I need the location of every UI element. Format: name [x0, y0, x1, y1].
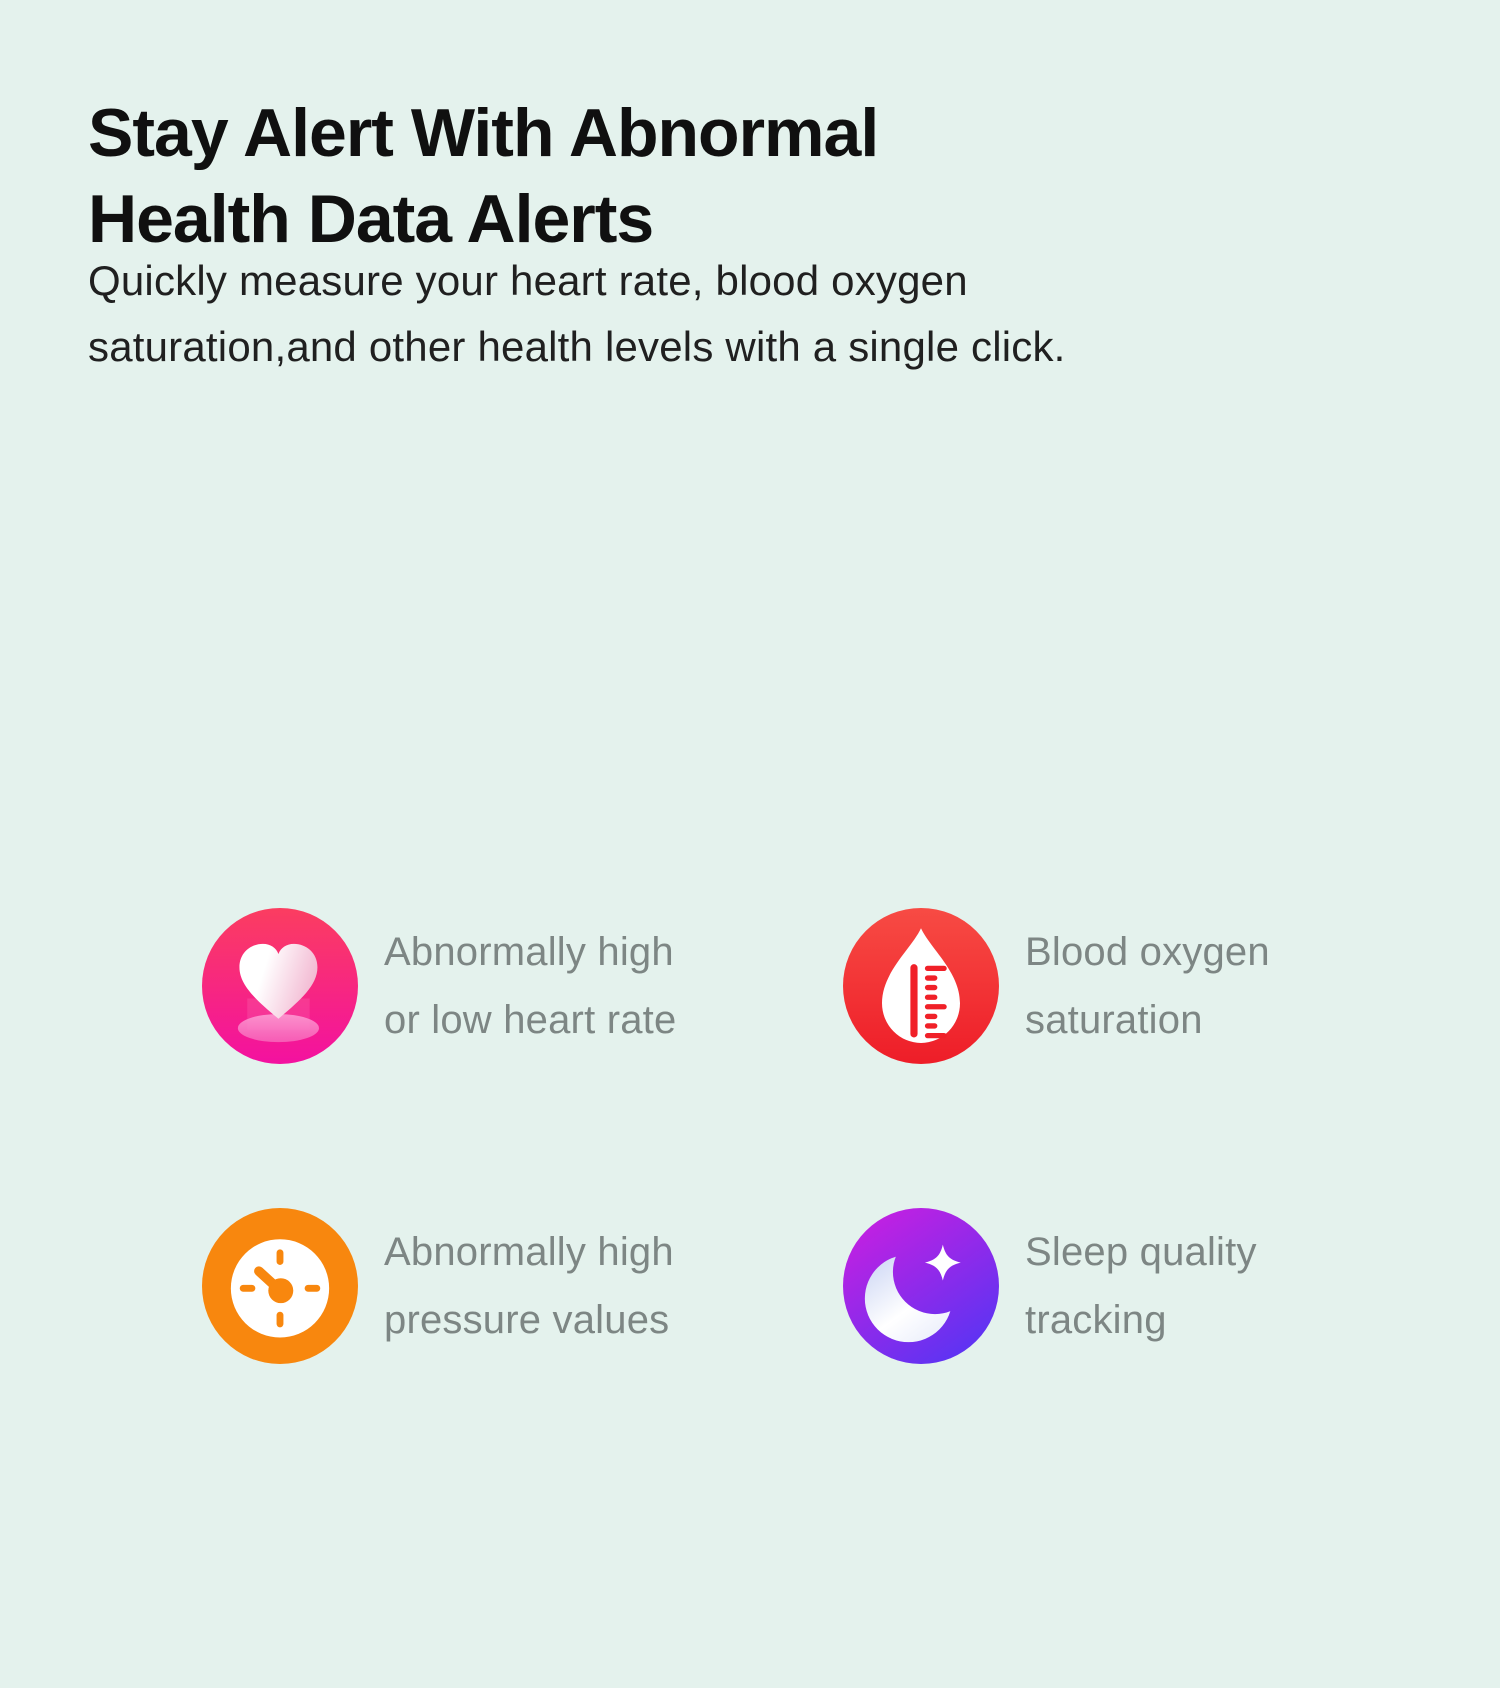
- blood-drop-icon: [843, 908, 999, 1064]
- feature-heart-rate-label: [384, 918, 676, 1054]
- page-subtitle-line-2: saturation,and other health levels with a single click.: [88, 323, 1066, 370]
- page-subtitle-line-1: Quickly measure your heart rate, blood oxygen: [88, 257, 968, 304]
- feature-sleep-line-1: Sleep quality: [1025, 1230, 1257, 1274]
- feature-sleep-label: [1025, 1218, 1257, 1354]
- feature-pressure-label: [384, 1218, 674, 1354]
- feature-blood-oxygen-line-1: Blood oxygen: [1025, 930, 1270, 974]
- page-title-line-2: Health Data Alerts: [88, 180, 654, 257]
- feature-heart-rate: [202, 908, 676, 1064]
- page-title-line-1: Stay Alert With Abnormal: [88, 94, 879, 171]
- feature-blood-oxygen-label: [1025, 918, 1270, 1054]
- feature-blood-oxygen: [843, 908, 1270, 1064]
- feature-heart-rate-line-1: Abnormally high: [384, 930, 674, 974]
- heart-icon: [202, 908, 358, 1064]
- feature-sleep-line-2: tracking: [1025, 1298, 1167, 1342]
- feature-pressure-line-2: pressure values: [384, 1298, 670, 1342]
- feature-pressure-line-1: Abnormally high: [384, 1230, 674, 1274]
- page-title: [88, 90, 878, 262]
- moon-icon: [843, 1208, 999, 1364]
- feature-pressure: [202, 1208, 674, 1364]
- feature-sleep: [843, 1208, 1257, 1364]
- page-subtitle: [88, 248, 1066, 380]
- feature-blood-oxygen-line-2: saturation: [1025, 998, 1203, 1042]
- feature-heart-rate-line-2: or low heart rate: [384, 998, 677, 1042]
- pressure-gauge-icon: [202, 1208, 358, 1364]
